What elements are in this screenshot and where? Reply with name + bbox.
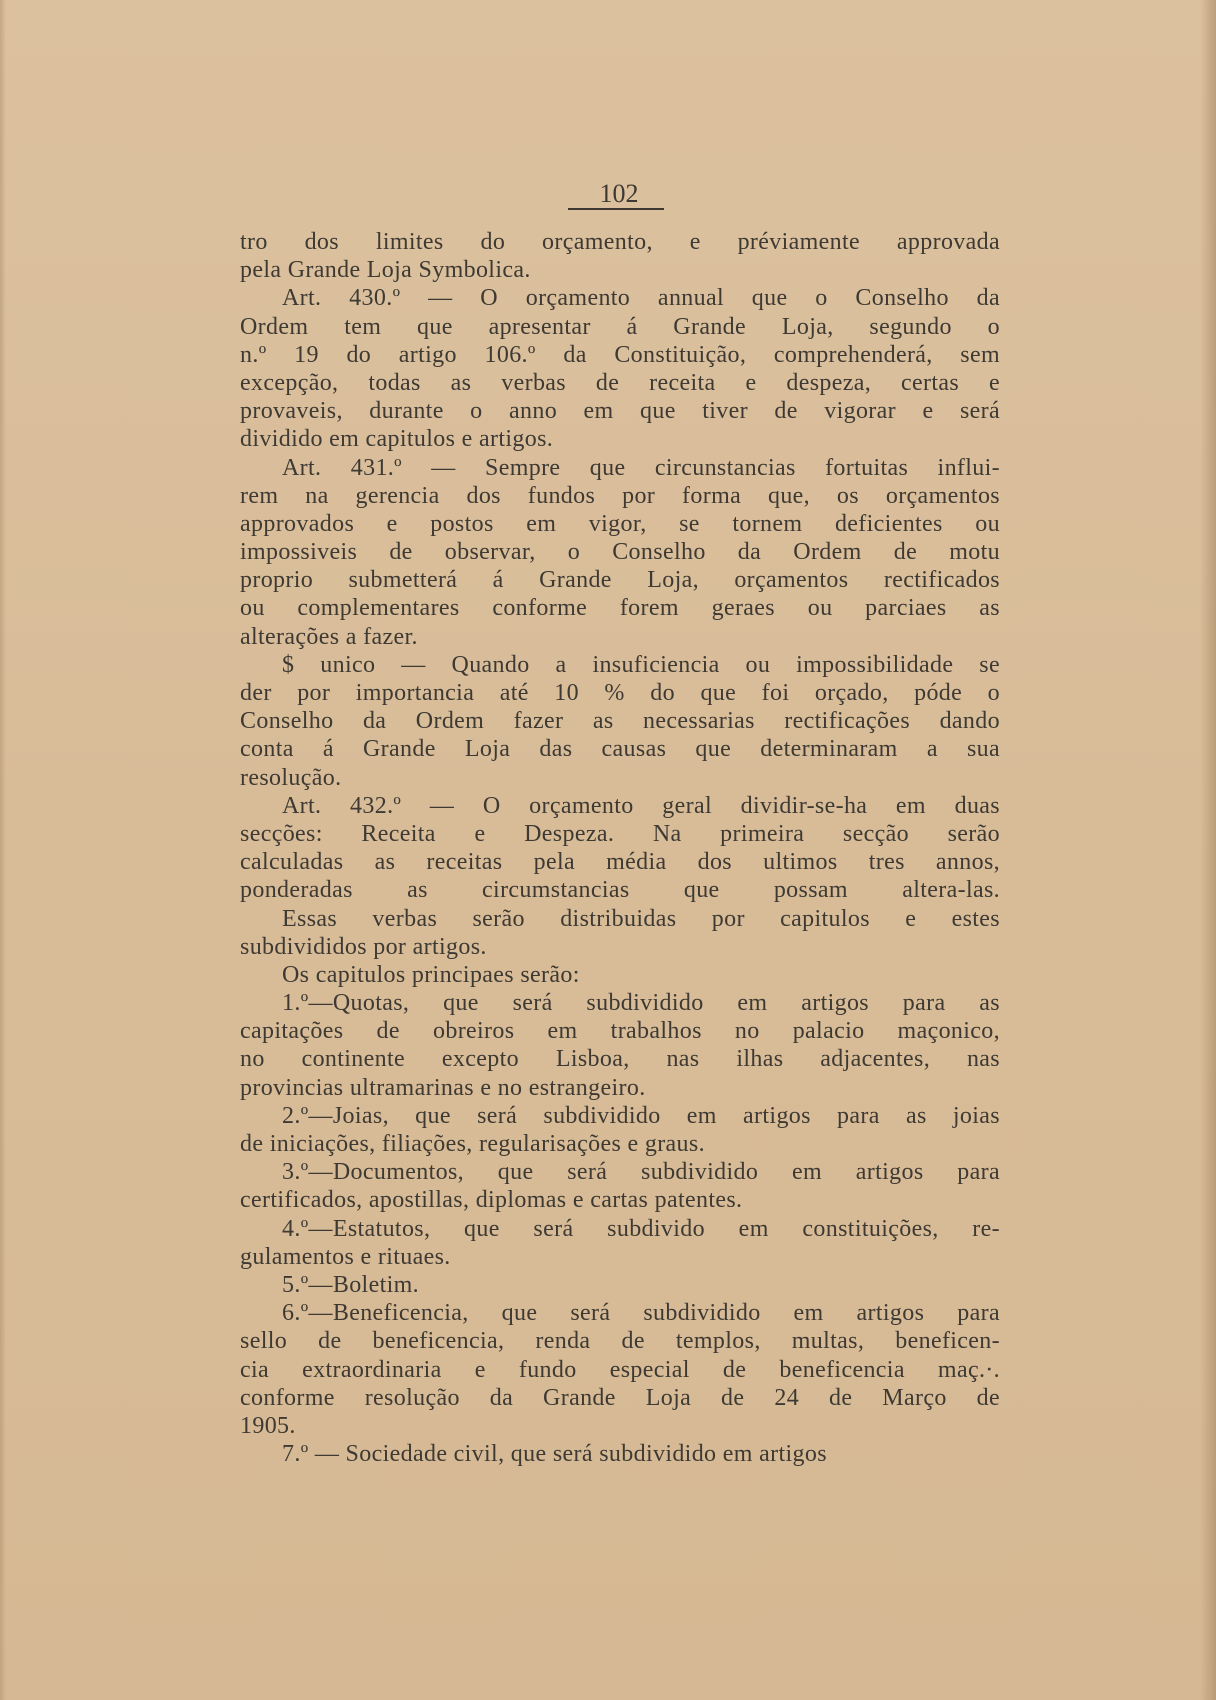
page-number-rule xyxy=(568,208,664,210)
text-line: ponderadas as circumstancias que possam altera-las. xyxy=(240,877,1000,904)
text-line: n.º 19 do artigo 106.º da Constituição, comprehenderá, sem xyxy=(240,341,1000,368)
text-line: alterações a fazer. xyxy=(240,623,418,650)
text-line: 4.º—Estatutos, que será subdivido em constituições, re- xyxy=(282,1215,1000,1242)
text-line: calculadas as receitas pela média dos ultimos tres annos, xyxy=(240,849,1000,876)
text-line: sello de beneficencia, renda de templos, multas, beneficen- xyxy=(240,1328,1000,1355)
text-line: Art. 431.º — Sempre que circunstancias fortuitas influi- xyxy=(282,454,1000,481)
text-line: provincias ultramarinas e no estrangeiro. xyxy=(240,1074,646,1101)
text-line: gulamentos e rituaes. xyxy=(240,1243,451,1270)
page-right-edge-shadow xyxy=(1200,0,1216,1700)
text-line: 7.º — Sociedade civil, que será subdividido em artigos xyxy=(282,1441,827,1468)
text-line: dividido em capitulos e artigos. xyxy=(240,426,554,453)
text-line: 1.º—Quotas, que será subdividido em artigos para as xyxy=(282,990,1000,1017)
text-line: Art. 430.º — O orçamento annual que o Conselho da xyxy=(282,285,1000,312)
text-line: rem na gerencia dos fundos por forma que, os orçamentos xyxy=(240,482,1000,509)
text-line: approvados e postos em vigor, se tornem deficientes ou xyxy=(240,510,1000,537)
text-line: resolução. xyxy=(240,764,342,791)
text-line: Os capitulos principaes serão: xyxy=(282,961,580,988)
text-line: provaveis, durante o anno em que tiver de vigorar e será xyxy=(240,398,1000,425)
text-line: Essas verbas serão distribuidas por capitulos e estes xyxy=(282,905,1000,932)
text-line: Art. 432.º — O orçamento geral dividir-se-ha em duas xyxy=(282,792,1000,819)
text-line: 2.º—Joias, que será subdividido em artigos para as joias xyxy=(282,1102,1000,1129)
page-number: 102 xyxy=(599,179,639,208)
text-line: Conselho da Ordem fazer as necessarias rectificações dando xyxy=(240,708,1000,735)
text-line: 3.º—Documentos, que será subdividido em artigos para xyxy=(282,1159,1000,1186)
text-line: no continente excepto Lisboa, nas ilhas adjacentes, nas xyxy=(240,1046,1000,1073)
text-line: 5.º—Boletim. xyxy=(282,1271,419,1298)
text-line: 6.º—Beneficencia, que será subdividido em artigos para xyxy=(282,1300,1000,1327)
text-line: tro dos limites do orçamento, e préviamente approvada xyxy=(240,229,1000,255)
text-line: secções: Receita e Despeza. Na primeira secção serão xyxy=(240,820,1000,847)
text-line: de iniciações, filiações, regularisações e graus. xyxy=(240,1131,705,1157)
text-line: ou complementares conforme forem geraes ou parciaes as xyxy=(240,595,1000,622)
text-line: impossiveis de observar, o Conselho da Ordem de motu xyxy=(240,539,1000,566)
page-left-edge-shadow xyxy=(0,0,6,1700)
text-line: pela Grande Loja Symbolica. xyxy=(240,257,531,284)
text-line: excepção, todas as verbas de receita e despeza, certas e xyxy=(240,369,1000,396)
text-line: conta á Grande Loja das causas que determinaram a sua xyxy=(240,736,1000,763)
text-line: Ordem tem que apresentar á Grande Loja, segundo o xyxy=(240,313,1000,340)
text-line: 1905. xyxy=(240,1412,296,1439)
text-line: der por importancia até 10 % do que foi orçado, póde o xyxy=(240,680,1000,706)
text-line: cia extraordinaria e fundo especial de beneficencia maç.·. xyxy=(240,1356,1000,1383)
text-line: proprio submetterá á Grande Loja, orçamentos rectificados xyxy=(240,567,1000,594)
text-line: $ unico — Quando a insuficiencia ou impossibilidade se xyxy=(282,651,1000,678)
text-line: conforme resolução da Grande Loja de 24 de Março de xyxy=(240,1384,1000,1411)
text-line: subdivididos por artigos. xyxy=(240,933,487,960)
text-line: capitações de obreiros em trabalhos no palacio maçonico, xyxy=(240,1018,1000,1045)
text-line: certificados, apostillas, diplomas e cartas patentes. xyxy=(240,1187,743,1214)
body-text xyxy=(240,228,1000,1468)
